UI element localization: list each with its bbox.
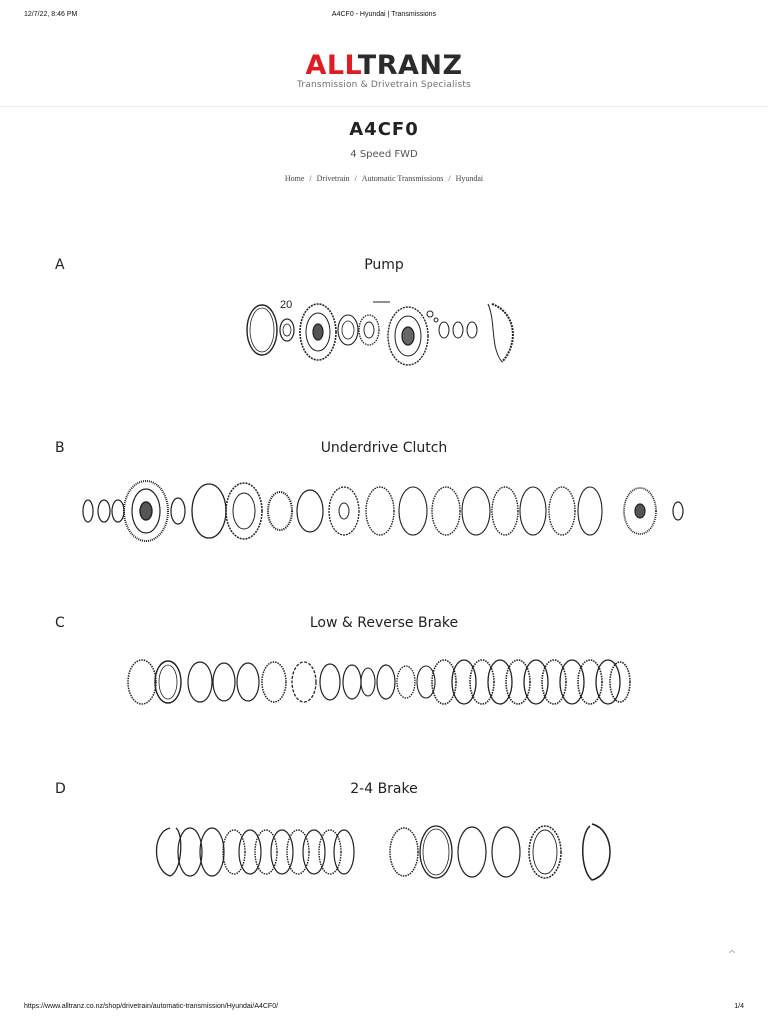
section-a-title: Pump — [364, 257, 404, 273]
print-page-number: 1/4 — [734, 1003, 744, 1010]
print-page-title: A4CF0 - Hyundai | Transmissions — [331, 11, 437, 18]
section-d-title: 2-4 Brake — [350, 781, 418, 797]
section-b-letter: B — [55, 440, 65, 456]
logo-part-dark: TRANZ — [357, 50, 463, 81]
section-c-letter: C — [55, 615, 65, 631]
header-divider — [0, 106, 768, 107]
breadcrumb-separator: / — [354, 174, 357, 183]
page-subtitle: 4 Speed FWD — [350, 149, 418, 160]
logo-wordmark — [0, 52, 768, 80]
breadcrumb-automatic-transmissions[interactable]: Automatic Transmissions — [361, 174, 444, 183]
breadcrumb-separator: / — [309, 174, 312, 183]
section-a-letter: A — [55, 257, 65, 273]
pump-exploded-diagram — [240, 292, 530, 370]
section-c-title: Low & Reverse Brake — [309, 615, 459, 631]
logo-tagline: Transmission & Drivetrain Specialists — [297, 80, 471, 90]
print-datetime: 12/7/22, 8:46 PM — [24, 11, 78, 18]
2-4-brake-exploded-diagram — [150, 820, 616, 882]
brand-logo[interactable] — [0, 52, 768, 90]
breadcrumb-home[interactable]: Home — [284, 174, 305, 183]
section-b-title: Underdrive Clutch — [320, 440, 448, 456]
pump-callout-label: 20 — [280, 299, 293, 311]
logo-part-red: ALL — [305, 50, 358, 81]
scroll-to-top-button[interactable] — [722, 948, 742, 968]
low-reverse-brake-exploded-diagram — [124, 656, 636, 711]
section-d-letter: D — [55, 781, 66, 797]
underdrive-clutch-exploded-diagram — [78, 478, 690, 548]
breadcrumb-drivetrain[interactable]: Drivetrain — [316, 174, 350, 183]
breadcrumb-hyundai[interactable]: Hyundai — [455, 174, 484, 183]
page-title: A4CF0 — [349, 119, 419, 140]
breadcrumb — [0, 174, 768, 183]
breadcrumb-separator: / — [448, 174, 451, 183]
chevron-up-icon: ^ — [727, 948, 737, 961]
print-url: https://www.alltranz.co.nz/shop/drivetrain/automatic-transmission/Hyundai/A4CF0/ — [24, 1003, 279, 1010]
